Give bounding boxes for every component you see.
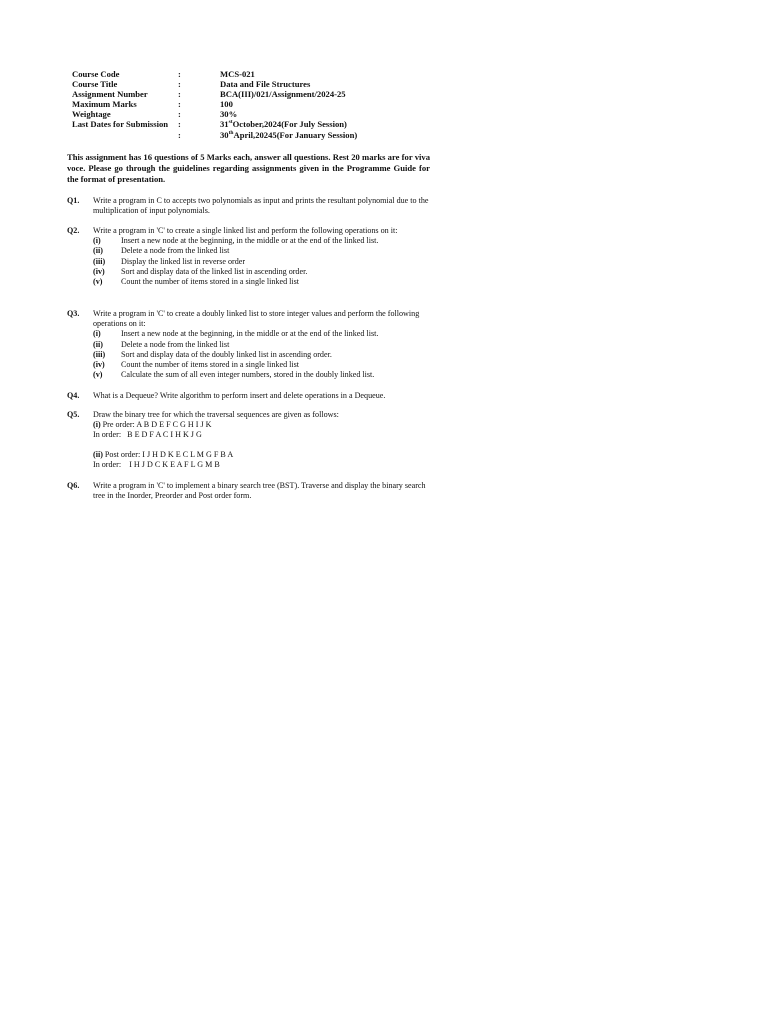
question-3 [67, 309, 431, 380]
question-number: Q3. [67, 309, 80, 318]
colon: : [178, 69, 181, 79]
list-item [93, 246, 431, 256]
item-number: (iv) [93, 360, 105, 370]
last-dates-label: Last Dates for Submission [72, 119, 169, 130]
list-item [93, 350, 431, 360]
submission-date-row-1 [72, 119, 357, 129]
item-number: (iv) [93, 266, 105, 276]
weightage-value: 30% [220, 109, 238, 120]
question-text: Write a program in 'C' to create a single linked list and perform the following operations on it: [93, 226, 398, 235]
item-number: (iii) [93, 256, 106, 266]
list-item [93, 257, 431, 267]
empty-label [72, 130, 178, 140]
question-number: Q6. [67, 481, 80, 490]
date-suffix: th [228, 129, 234, 136]
course-details [72, 69, 357, 140]
question-text: Draw the binary tree for which the traversal sequences are given as follows: [93, 410, 339, 419]
course-code-value: MCS-021 [220, 69, 255, 79]
traversal-label: Pre order: [102, 420, 135, 430]
item-text: Count the number of items stored in a single linked list [121, 360, 300, 370]
part-label: (i) [93, 420, 101, 430]
date-rest: October,2024(For July Session) [232, 119, 347, 130]
list-item [93, 277, 431, 287]
date-suffix: st [228, 119, 233, 126]
question-body [93, 410, 431, 470]
question-text: Write a program in 'C' to implement a binary search tree (BST). Traverse and display the binary search tree in the Inorder, Preorder and Post order form. [93, 481, 426, 501]
list-item [93, 370, 431, 380]
item-text: Insert a new node at the beginning, in the middle or at the end of the linked list. [121, 236, 379, 246]
item-number: (v) [93, 370, 103, 380]
assignment-number-label: Assignment Number [72, 89, 148, 100]
question-body [93, 309, 431, 380]
maximum-marks-row [72, 99, 357, 109]
question-6 [67, 481, 431, 501]
traversal-line [93, 420, 431, 430]
traversal-label: Post order: [104, 449, 141, 459]
question-number: Q1. [67, 196, 80, 205]
question-text: Write a program in C to accepts two polynomials as input and prints the resultant polynomial due to the multiplication of input polynomials. [93, 196, 429, 216]
maximum-marks-label: Maximum Marks [72, 99, 137, 110]
course-title-label: Course Title [72, 79, 118, 90]
course-code-label: Course Code [72, 69, 120, 79]
item-number: (ii) [93, 339, 103, 349]
colon: : [178, 119, 181, 130]
spacer [93, 441, 431, 450]
july-session-date [220, 119, 347, 129]
date-rest: April,20245(For January Session) [233, 129, 358, 140]
traversal-sequence: B E D F A C I H K J G [127, 430, 202, 440]
traversal-line [93, 430, 431, 440]
course-code-row [72, 69, 357, 79]
list-item [93, 236, 431, 246]
colon: : [178, 109, 181, 120]
traversal-label: In order: [93, 459, 122, 469]
item-text: Delete a node from the linked list [121, 246, 230, 256]
colon: : [178, 129, 181, 140]
item-text: Display the linked list in reverse order [121, 256, 246, 266]
item-text: Insert a new node at the beginning, in the middle or at the end of the linked list. [121, 329, 379, 339]
list-item [93, 340, 431, 350]
question-4 [67, 391, 431, 401]
list-item [93, 267, 431, 277]
intro-paragraph: This assignment has 16 questions of 5 Marks each, answer all questions. Rest 20 marks are for viva voce. Please go through the guidelines regarding assignments given in the Programme Guide for the format of presentation. [67, 152, 430, 184]
question-2 [67, 226, 431, 287]
traversal-sequence: A B D E F C G H I J K [136, 420, 212, 430]
traversal-label: In order: [93, 430, 122, 440]
question-text: What is a Dequeue? Write algorithm to perform insert and delete operations in a Dequeue. [93, 391, 386, 400]
course-title-value: Data and File Structures [220, 79, 311, 90]
question-number: Q5. [67, 410, 80, 419]
item-text: Delete a node from the linked list [121, 339, 230, 349]
question-text: Write a program in 'C' to create a doubly linked list to store integer values and perform the following operations on it: [93, 309, 420, 329]
question-number: Q4. [67, 391, 80, 400]
traversal-sequence: I J H D K E C L M G F B A [142, 449, 234, 459]
item-text: Sort and display data of the linked list in ascending order. [121, 266, 308, 276]
maximum-marks-value: 100 [220, 99, 233, 110]
part-label: (ii) [93, 449, 103, 459]
colon: : [178, 89, 181, 100]
date-day: 30 [220, 129, 229, 140]
question-5 [67, 410, 431, 470]
submission-date-row-2 [72, 130, 357, 140]
list-item [93, 360, 431, 370]
weightage-row [72, 109, 357, 119]
item-number: (i) [93, 236, 101, 246]
traversal-sequence: I H J D C K E A F L G M B [129, 459, 220, 469]
item-number: (i) [93, 329, 101, 339]
item-text: Count the number of items stored in a single linked list [121, 277, 300, 287]
colon: : [178, 99, 181, 110]
question-number: Q2. [67, 226, 80, 235]
date-day: 31 [220, 119, 229, 130]
colon: : [178, 79, 181, 90]
course-title-row [72, 79, 357, 89]
list-item [93, 329, 431, 339]
item-number: (v) [93, 277, 103, 287]
weightage-label: Weightage [72, 109, 111, 120]
item-number: (ii) [93, 246, 103, 256]
item-text: Calculate the sum of all even integer numbers, stored in the doubly linked list. [121, 370, 375, 380]
traversal-line [93, 450, 431, 460]
assignment-number-value: BCA(III)/021/Assignment/2024-25 [220, 89, 346, 100]
assignment-number-row [72, 89, 357, 99]
question-1 [67, 196, 431, 216]
question-body [93, 226, 431, 287]
item-number: (iii) [93, 349, 106, 359]
traversal-line [93, 460, 431, 470]
item-text: Sort and display data of the doubly linked list in ascending order. [121, 349, 332, 359]
january-session-date [220, 130, 357, 140]
